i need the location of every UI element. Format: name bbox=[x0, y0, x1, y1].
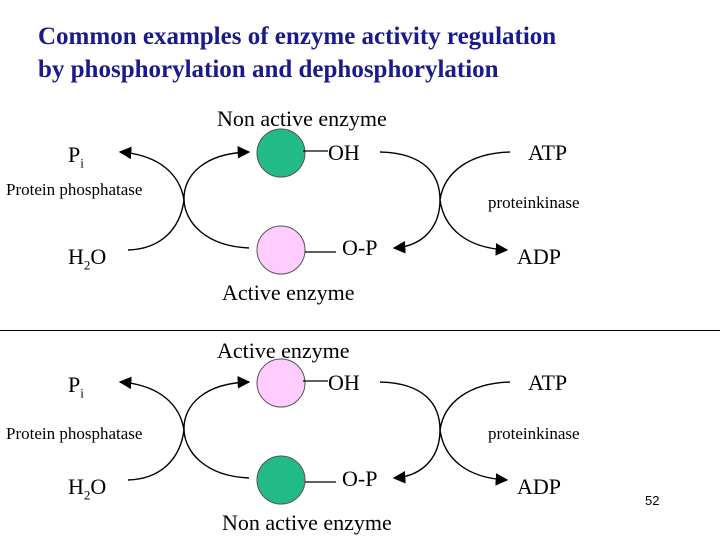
bottom-pi-release-arrow bbox=[120, 382, 184, 430]
page-number: 52 bbox=[645, 493, 660, 508]
bottom-pi-label bbox=[68, 372, 84, 401]
top-inactive-enzyme-circle bbox=[257, 129, 305, 177]
bottom-atp-branch bbox=[440, 382, 510, 430]
top-water-label bbox=[68, 244, 107, 273]
top-pi-text: P bbox=[68, 142, 81, 167]
top-active-enzyme-circle bbox=[257, 226, 305, 274]
top-water-h: H bbox=[68, 244, 84, 269]
bottom-lower-enzyme-label: Non active enzyme bbox=[222, 510, 392, 535]
bottom-active-enzyme-circle bbox=[257, 359, 305, 407]
top-water-o: O bbox=[90, 244, 107, 269]
top-phosphatase-curve bbox=[184, 152, 249, 248]
bottom-upper-enzyme-label: Active enzyme bbox=[217, 338, 350, 363]
bottom-water-subscript: 2 bbox=[83, 487, 91, 503]
top-atp-label: ATP bbox=[528, 140, 568, 165]
bottom-water-h: H bbox=[68, 474, 84, 499]
bottom-water-o: O bbox=[90, 474, 107, 499]
bottom-pi-text: P bbox=[68, 372, 81, 397]
top-kinase-curve bbox=[380, 152, 440, 248]
top-pi-subscript: i bbox=[80, 155, 84, 171]
bottom-oh-label: OH bbox=[328, 370, 360, 395]
bottom-kinase-curve bbox=[380, 382, 440, 478]
top-pi-label bbox=[68, 142, 84, 171]
top-oh-label: OH bbox=[328, 140, 360, 165]
top-water-branch bbox=[128, 200, 184, 250]
title-line-2: by phosphorylation and dephosphorylation bbox=[38, 56, 499, 83]
top-kinase-label: proteinkinase bbox=[488, 193, 580, 212]
bottom-phosphatase-label: Protein phosphatase bbox=[6, 424, 143, 443]
bottom-atp-label: ATP bbox=[528, 370, 568, 395]
top-adp-label: ADP bbox=[517, 244, 562, 269]
top-lower-enzyme-label: Active enzyme bbox=[222, 280, 355, 305]
top-phosphatase-label: Protein phosphatase bbox=[6, 180, 143, 199]
bottom-op-label: O-P bbox=[342, 466, 378, 491]
panel-divider bbox=[0, 330, 720, 331]
bottom-adp-label: ADP bbox=[517, 474, 562, 499]
top-upper-enzyme-label: Non active enzyme bbox=[217, 106, 387, 131]
bottom-kinase-label: proteinkinase bbox=[488, 424, 580, 443]
bottom-phosphatase-curve bbox=[184, 382, 249, 478]
bottom-water-label bbox=[68, 474, 107, 503]
bottom-pi-subscript: i bbox=[80, 385, 84, 401]
top-op-label: O-P bbox=[342, 235, 378, 260]
bottom-inactive-enzyme-circle bbox=[257, 456, 305, 504]
top-water-subscript: 2 bbox=[83, 257, 91, 273]
title-line-1: Common examples of enzyme activity regulation bbox=[38, 23, 557, 50]
